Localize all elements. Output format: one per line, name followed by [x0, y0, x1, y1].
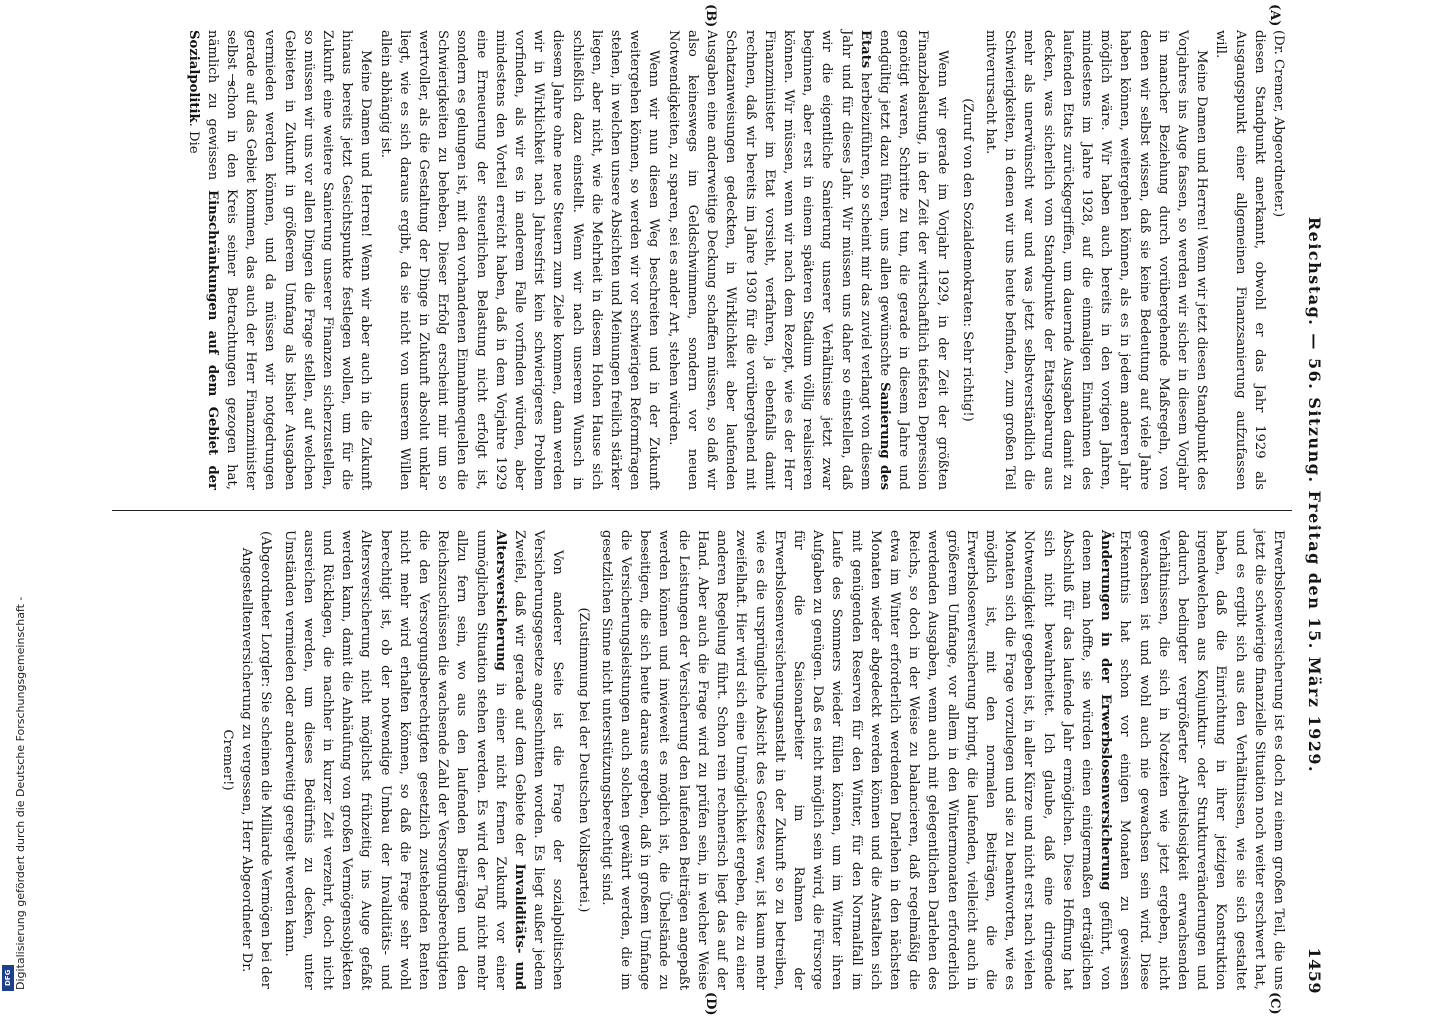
text-run: Erwerbslosenversicherung ist es doch zu einem großen Teil, die uns jetzt die schwierige finanzielle Situation noch weiter erschwert hat, und es ergibt sich aus den Verhältnissen, wie sie sich gestaltet haben, daß die Einrichtung in ihrer jetzigen Konstruktion irgendwelchen aus Konjunktur- oder Strukturveränderungen und dadurch bedingter vergrößerter Arbeitslosigkeit erwachsenden Verhältnissen, die sich in Notzeiten wie jetzt ergeben, nicht gewachsen ist und wohl auch nie gewachsen sein wird. Diese Erkenntnis hat schon vor einigen Monaten zu gewissen — [1117, 530, 1286, 990]
paragraph — [183, 30, 375, 490]
scanned-page — [108, 4, 1328, 1016]
paragraph: Wenn wir nun diesen Weg beschreiten und in der Zukunft weitergehen können, so werden wir vor schwierigen Reformfragen stehen, in welchen unsere Absichten und Meinungen freilich stärker liegen, aber nicht, wie die Mehrheit in diesem Hohen Hause sich schließlich dazu einstellt. Wenn wir nach unserem Wunsch in diesem Jahre ohne neue Steuern zum Ziele kommen, dann werden wir in Wirklichkeit nach Jahresfrist kein schwierigeres Problem vorfinden, als wir es in anderem Falle vorfinden würden, aber mindestens den Vorteil erreicht haben, daß in dem Vorjahre 1929 eine Erneuerung der steuerlichen Belastung nicht erfolgt ist, sondern es gelungen ist, mit den vorhandenen Einnahmequellen die Schwierigkeiten zu beheben. Dieser Erfolg erscheint mir um so wertvoller, als die Gestaltung der Dinge in Zukunft absolut unklar liegt, wie es sich daraus ergibt, da sie nicht von unserem Willen allein abhängig ist. — [377, 30, 662, 490]
page-content — [108, 4, 1328, 1016]
speaker-line: (Dr. Cremer, Abgeordneter.) — [1271, 30, 1286, 218]
text-run: Wenn wir gerade im Vorjahr 1929, in der Zeit der größten Finanzbelastung, in der Zeit der wirtschaftlich tiefsten Depression genötigt waren, Schritte zu tun, die gerade in diesem Jahre und endgültig jetzt dazu führen, uns allen gewünschte — [876, 30, 950, 490]
text-run: in einer nicht fernen Zukunft vor einer unmöglichen Situation stehen werden. Es wird der Tag nicht mehr allzu fern sein, wo aus den laufenden Beiträgen und den Reichszuschüssen die wachsende Zahl der Versorgungsberechtigten die den Versorgungsberechtigten gesetzlich zustehenden Renten nicht mehr wird erhalten können, so daß die Frage sehr wohl berechtigt ist, ob der notwendige Umbau der Invaliditäts- und Altersversicherung nicht möglichst frühzeitig ins Auge gefaßt werden kann, damit die Anhäufung von großen Vermögensobjekten und Rücklagen, die nachher in kurzer Zeit verzehrt, doch nicht ausreichen werden, um dieses Bedürfnis zu decken, unter Umständen vermieden oder anderweitig geregelt werden kann. — [281, 530, 508, 990]
text-run: geführt, von denen man hoffte, sie würden einen einigermaßen erträglichen Abschluß für das laufende Jahr ermöglichen. Diese Hoffnung hat sich nicht bewahrheitet. Ich glaube, daß eine dringende Notwendigkeit gegeben ist, in aller Kürze und nicht erst nach vielen Monaten sich die Frage vorzulegen und sie zu beantworten, wie es möglich ist, mit den normalen Beiträgen, die die Erwerbslosenversicherung bringt, die laufenden, vielleicht auch in größerem Umfange, vor allem in den Wintermonaten erforderlich werdenden Ausgaben, wenn auch mit gelegentlichen Darlehen des Reichs, so doch in der Weise zu balancieren, daß regelmäßig die etwa im Winter erforderlich werdenden Darlehen in den nächsten Monaten wieder abgedeckt werden können und die Anstalten sich mit genügenden Reserven für den Winter, für den Normalfall im Laufe des Sommers wieder füllen können, um im Winter ihren Aufgaben zu genügen. Daß es nicht möglich sein wird, die Fürsorge für die Saisonarbeiter im Rahmen der Erwerbslosenversicherungsanstalt in der Zukunft so zu betreiben, wie es die ursprüngliche Absicht des Gesetzes war, ist kaum mehr zweifelhaft. Hier wird sich eine Unmöglichkeit ergeben, die zu einer anderen Regelung führt. Schon rein rechnerisch liegt das auf der Hand. Aber auch die Frage wird zu prüfen sein, in welcher Weise die Leistungen der Versicherung den laufenden Beiträgen angepaßt werden können und inwieweit es möglich ist, die Übelstände zu beseitigen, die sich heute daraus ergeben, daß in großem Umfange die Versicherungsleistungen auch solchen gewährt werden, die im gesetzlichen Sinne nicht unterstützungsberechtigt sind. — [598, 530, 1114, 990]
emphasis-text: Sanierung des Etats — [857, 30, 892, 490]
margin-marker-b: (B) — [703, 4, 718, 28]
column-divider — [112, 510, 1292, 511]
text-run: . Die — [185, 122, 201, 154]
margin-marker-d: (D) — [703, 992, 718, 1016]
credit-text: Digitalisierung gefördert durch die Deutsche Forschungsgemeinschaft - — [14, 596, 27, 990]
paragraph — [597, 530, 1288, 990]
paragraph — [664, 30, 952, 490]
dfg-logo: DFG — [2, 965, 14, 991]
text-run: Meine Damen und Herren! Wenn wir aber auch in die Zukunft hinaus bereits jetzt Gesichtspunkte festlegen wollen, um für die Zukunft eine weitere Sanierung unserer Finanzen sicherzustellen, so müssen wir uns vor allen Dingen die Frage stellen, auf welchen Gebieten in Zukunft in größerem Umfang als bisher Ausgaben vermieden werden können, und da müssen wir notgedrungen gerade auf das Gebiet kommen, das auch der Herr Finanzminister selbst schon in den Kreis seiner Betrachtungen gezogen hat, nämlich zu gewissen — [204, 30, 374, 490]
emphasis-text: Änderungen in der Erwerbslosenversicherung — [1098, 530, 1114, 891]
interjection: (Abgeordneter Lorgler: Sie scheinen die Milliarde Vermögen bei der Angestelltenversicherung zu vergessen, Herr Abgeordneter Dr. Cremer!) — [220, 531, 274, 989]
page-header — [1298, 30, 1324, 1000]
text-run: herbeizuführen, so scheint mir das zuviel verlangt von diesem Jahr und für dieses Jahr. Wir müssen uns daher so einstellen, daß wir die eigentliche Sanierung unserer Verhältnisse jetzt zwar beginnen, aber erst in einem späteren Stadium völlig realisieren können. Wir müssen, wenn wir nach dem Rezept, wie es der Herr Finanzminister im Etat vorsieht, verfahren, ja ebenfalls damit rechnen, daß wir bereits im Jahre 1930 für die vorübergehend mit Schatzanweisungen gedeckten, in Wirklichkeit aber laufenden Ausgaben eine anderweitige Deckung schaffen müssen, so daß wir also keineswegs im Geldschwimmen, sondern vor neuen Notwendigkeiten, zu sparen, sei es ander Art, stehen würden. — [665, 30, 873, 490]
margin-marker-c: (C) — [1267, 992, 1282, 1015]
digitization-credit — [0, 0, 40, 1000]
margin-marker-a: (A) — [1267, 4, 1282, 27]
interjection: (Zustimmung bei der Deutschen Volkspartei.) — [575, 607, 591, 913]
paragraph — [279, 530, 567, 990]
paragraph: diesen Standpunkt anerkannt, obwohl er das Jahr 1929 als Ausgangspunkt einer allgemeinen Finanzsanierung aufzufassen will. — [1213, 30, 1267, 490]
emphasis-text: Einschränkungen auf dem Gebiet der Sozialpolitik — [185, 30, 220, 490]
interjection: (Zuruf von den Sozialdemokraten: Sehr richtig!) — [959, 98, 975, 422]
page-number: 1459 — [1305, 947, 1324, 994]
right-column — [118, 530, 1288, 990]
paragraph: Meine Damen und Herren! Wenn wir jetzt diesen Standpunkt des Vorjahres ins Auge fassen, so werden wir sicher in diesem Vorjahr in mancher Beziehung durch vorübergehende Maßregeln, von denen wir selbst wissen, daß sie keine Bedeutung auf viele Jahre haben können, weitergehen können, als es in jedem anderen Jahr möglich wäre. Wir haben auch bereits in den vorigen Jahren, mindestens im Jahre 1928, auf die einmaligen Einnahmen des laufenden Etats zurückgegriffen, um dauernde Ausgaben damit zu decken, was sicherlich vom Standpunkte der Etatsgebarung aus mehr als unerwünscht war und was jetzt selbstverständlich die Schwierigkeiten, in denen wir uns heute befinden, zum großen Teil mitverursacht hat. — [982, 30, 1210, 490]
running-head: Reichstag. — 56. Sitzung. Freitag den 15. März 1929. — [1305, 216, 1324, 774]
left-column — [118, 30, 1288, 490]
text-run: Von anderer Seite ist die Frage der sozialpolitischen Versicherungsgesetze angeschnitten worden. Es liegt außer jedem Zweifel, daß wir gerade auf dem Gebiete der — [512, 530, 566, 990]
emphasis-text: Invaliditäts- und Altersversicherung — [492, 530, 528, 990]
